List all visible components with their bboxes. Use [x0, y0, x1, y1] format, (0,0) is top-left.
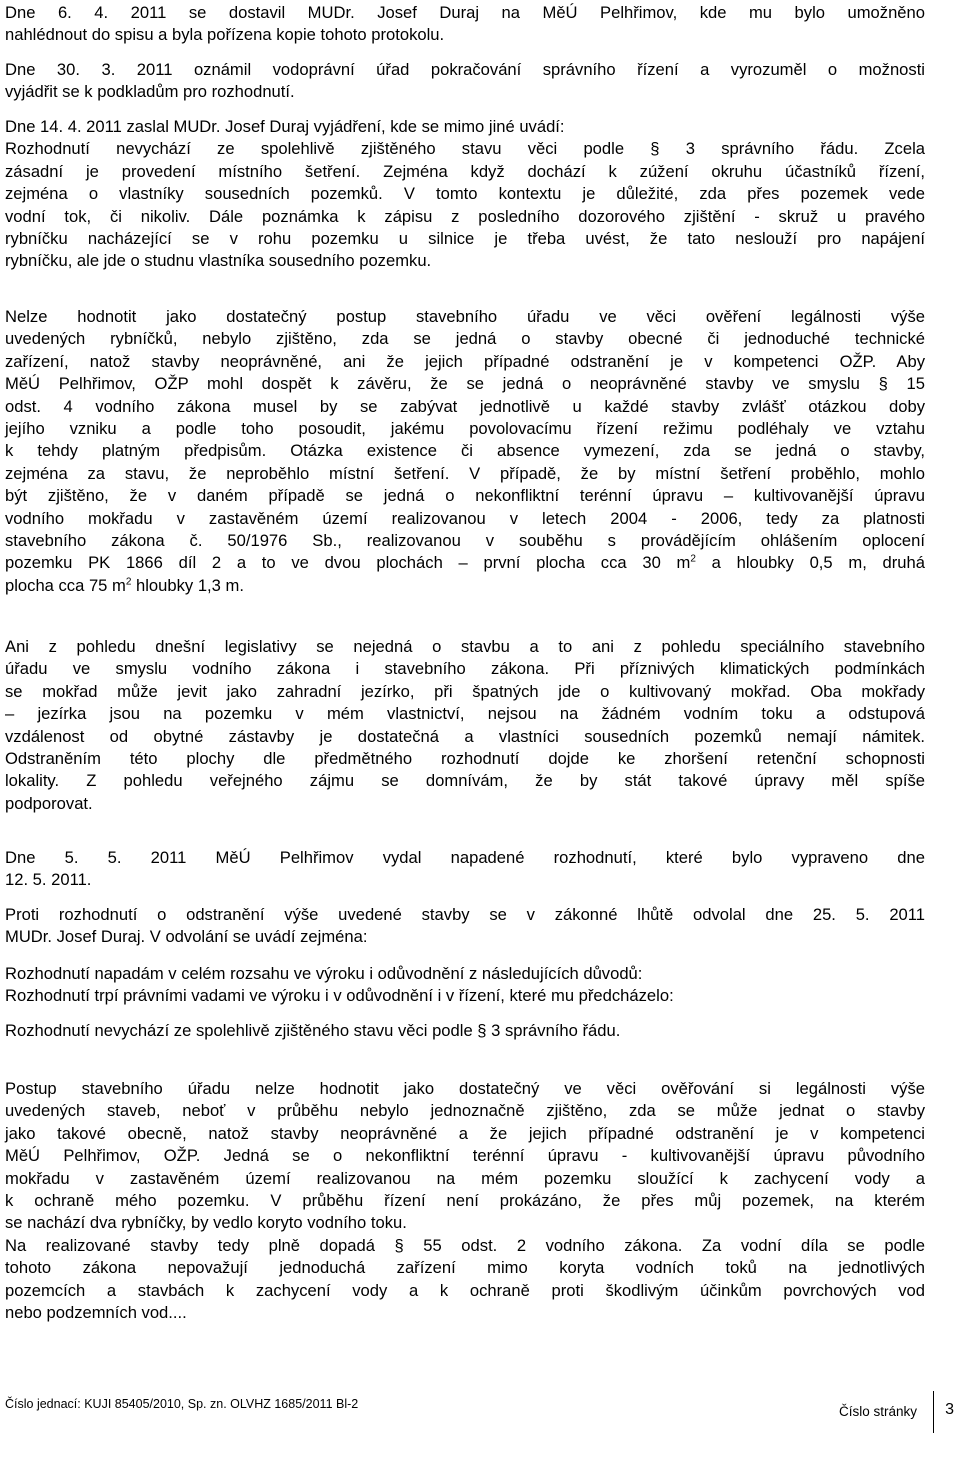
text-fragment: a hloubky 0,5 m, druhá	[695, 553, 925, 573]
text-line: uvedených staveb, neboť v průběhu nebylo jednoznačně zjištěno, zda se může jednat o stavby	[5, 1101, 925, 1121]
paragraph-appeal-grounds	[5, 963, 925, 1008]
text-fragment: Rozhodnutí nevychází ze spolehlivě zjištěného stavu věci podle	[5, 139, 625, 159]
text-fragment: MěÚ Pelhřimov, OŽP mohl dospět k závěru, že se jedná o neoprávněné stavby ve smyslu	[5, 374, 860, 394]
paragraph-appeal-procedure	[5, 1078, 925, 1235]
text-line: být zjištěno, že v daném případě se jedná o nekonfliktní terénní úpravu – kultivovanější úpravu	[5, 486, 925, 506]
superscript: 2	[125, 576, 132, 588]
text-line: vodní tok, či nikoliv. Dále poznámka k zápisu z posledního dozorového zjištění - skruž u pravého	[5, 206, 925, 226]
text-line: Dne 5. 5. 2011 MěÚ Pelhřimov vydal napadené rozhodnutí, které bylo vypraveno dne	[5, 848, 925, 867]
text-line: vodního mokřadu v zastavěném území realizovanou v letech 2004 - 2006, tedy za platnosti	[5, 508, 925, 528]
text-line: zejména za stavu, že neproběhlo místní šetření. V případě, že by místní šetření proběhlo, mohlo	[5, 463, 925, 483]
text-line: lokality. Z pohledu veřejného zájmu se domnívám, že by stát takové úpravy měl spíše	[5, 771, 925, 791]
paragraph-assessment	[5, 306, 925, 597]
section-sign: §	[650, 139, 660, 159]
text-line: Dne 30. 3. 2011 oznámil vodoprávní úřad pokračování správního řízení a vyrozuměl o možnosti	[5, 60, 925, 79]
text-line: rybníčku nacházející se v rohu pozemku u silnice je třeba uvést, že tato neslouží pro napájení	[5, 229, 925, 249]
text-line	[5, 575, 925, 597]
text-line: k tehdy platným předpisům. Otázka existence či absence vymezení, zda se jedná o stavby,	[5, 441, 925, 461]
text-line: Rozhodnutí napadám v celém rozsahu ve výroku i odůvodnění z následujících důvodů:	[5, 964, 643, 983]
paragraph-decision	[5, 847, 925, 892]
paragraph-appeal-claim	[5, 1020, 925, 1042]
text-fragment: pozemku PK 1866 díl 2 a to ve dvou plochách – první plocha cca 30 m	[5, 553, 691, 573]
text-line: zařízení, natož stavby neoprávněné, ani že jejich případné odstranění je v kompetenci OŽP. Aby	[5, 351, 925, 371]
text-line	[5, 373, 925, 395]
reference-number: Číslo jednací: KUJI 85405/2010, Sp. zn. OLVHZ 1685/2011 Bl-2	[5, 1397, 359, 1411]
text-line: uvedených rybníčků, nebylo zjištěno, zda se jedná o stavby obecné či jednoduché technické	[5, 329, 925, 349]
text-line: odst. 4 vodního zákona musel by se zabývat jednotlivě u každé stavby zvlášť otázkou doby	[5, 396, 925, 416]
text-fragment: 3 správního řádu. Zcela	[685, 139, 925, 159]
text-line: podporovat.	[5, 793, 93, 813]
text-line: úřadu ve smyslu vodního zákona i stavebního zákona. Při příznivých klimatických podmínkách	[5, 659, 925, 679]
text-line: Postup stavebního úřadu nelze hodnotit jako dostatečný ve věci ověřování si legálnosti výše	[5, 1079, 925, 1098]
text-line: vzdálenost od obytné zástavby je dostatečná a vlastníci sousedních pozemků nemají námitek.	[5, 726, 925, 746]
text-line: mokřadu v zastavěném území realizovanou na mém pozemku sloužící k zachycení vody a	[5, 1168, 925, 1188]
text-line: zejména o vlastníky sousedních pozemků. V tomto kontextu je důležité, zda přes pozemek vede	[5, 184, 925, 204]
text-line: k ochraně mého pozemku. V průběhu řízení není prokázáno, že přes můj pozemek, na kterém	[5, 1191, 925, 1211]
text-line	[5, 138, 925, 160]
section-sign: §	[394, 1236, 404, 1255]
superscript: 2	[690, 553, 696, 565]
page-footer	[5, 1393, 960, 1433]
text-line: Nelze hodnotit jako dostatečný postup stavebního úřadu ve věci ověření legálnosti výše	[5, 307, 925, 326]
paragraph-visit	[5, 2, 925, 47]
text-line: jejího vzniku a podle toho posoudit, jakému povolovacímu řízení režimu podléhaly ve vztahu	[5, 419, 925, 439]
text-line: zásadní je provedení místního šetření. Zejména když dochází k zúžení okruhu účastníků řízení,	[5, 161, 925, 181]
text-line: – jezírka jsou na pozemku v mém vlastnictví, nejsou na žádném vodním toku a odstupová	[5, 704, 925, 724]
text-line	[5, 1020, 925, 1042]
text-line: Odstraněním této plochy dle předmětného rozhodnutí dojde ke zhoršení retenční schopnosti	[5, 749, 925, 769]
paragraph-water-act	[5, 1235, 925, 1325]
text-line: rybníčku, ale jde o studnu vlastníka sousedního pozemku.	[5, 251, 432, 271]
text-line: Proti rozhodnutí o odstranění výše uvedené stavby se v zákonné lhůtě odvolal dne 25. 5. 2011	[5, 905, 925, 924]
text-line: jako takové obecně, natož stavby neoprávněné a že jejich případné odstranění je v kompetenci	[5, 1123, 925, 1143]
text-line: nebo podzemních vod....	[5, 1303, 187, 1323]
text-line: MěÚ Pelhřimov, OŽP. Jedná se o nekonfliktní terénní úpravu - kultivovanější úpravu původního	[5, 1146, 925, 1166]
text-line: tohoto zákona nepovažují jednoduchá zařízení mimo koryta vodních toků na jednotlivých	[5, 1258, 925, 1278]
text-line	[5, 1235, 925, 1257]
section-sign: §	[477, 1021, 487, 1040]
text-fragment: Na realizované stavby tedy plně dopadá	[5, 1236, 375, 1255]
page-number-label: Číslo stránky	[838, 1404, 917, 1419]
text-fragment: 3 správního řádu.	[491, 1021, 621, 1040]
text-fragment: plocha cca 75 m	[5, 575, 126, 595]
text-line: vyjádřit se k podkladům pro rozhodnutí.	[5, 82, 295, 102]
paragraph-appeal	[5, 904, 925, 949]
text-line: pozemcích a stavbách k zachycení vody a k ochraně proti škodlivým účinkům povrchových vod	[5, 1280, 925, 1300]
text-line: Dne 14. 4. 2011 zaslal MUDr. Josef Duraj vyjádření, kde se mimo jiné uvádí:	[5, 117, 565, 136]
page-number: 3	[945, 1401, 954, 1418]
paragraph-notice	[5, 59, 925, 104]
text-line	[5, 552, 925, 574]
paragraph-legislation	[5, 636, 925, 815]
text-line: 12. 5. 2011.	[5, 870, 92, 890]
section-sign: §	[878, 374, 888, 394]
text-line: stavebního zákona č. 50/1976 Sb., realizovanou v souběhu s provádějícím ohlášením oplocení	[5, 531, 925, 551]
text-fragment: 55 odst. 2 vodního zákona. Za vodní díla se podle	[423, 1236, 925, 1255]
text-fragment: 15	[906, 374, 925, 394]
text-line: nahlédnout do spisu a byla pořízena kopie tohoto protokolu.	[5, 25, 445, 45]
paragraph-statement	[5, 116, 925, 273]
text-line: se mokřad může jevit jako zahradní jezírko, při špatných jde o kultivovaný mokřad. Oba mokřady	[5, 681, 925, 701]
text-line: Dne 6. 4. 2011 se dostavil MUDr. Josef Duraj na MěÚ Pelhřimov, kde mu bylo umožněno	[5, 3, 925, 22]
text-line: Rozhodnutí trpí právními vadami ve výroku i v odůvodnění i v řízení, které mu předcházelo:	[5, 986, 674, 1006]
footer-divider	[933, 1391, 934, 1433]
text-line: MUDr. Josef Duraj. V odvolání se uvádí zejména:	[5, 927, 368, 947]
text-fragment: Rozhodnutí nevychází ze spolehlivě zjištěného stavu věci podle	[5, 1021, 473, 1040]
text-fragment: hloubky 1,3 m.	[131, 575, 244, 595]
text-line: Ani z pohledu dnešní legislativy se nejedná o stavbu a to ani z pohledu speciálního stavebního	[5, 637, 925, 656]
text-line: se nachází dva rybníčky, by vedlo koryto vodního toku.	[5, 1213, 407, 1233]
